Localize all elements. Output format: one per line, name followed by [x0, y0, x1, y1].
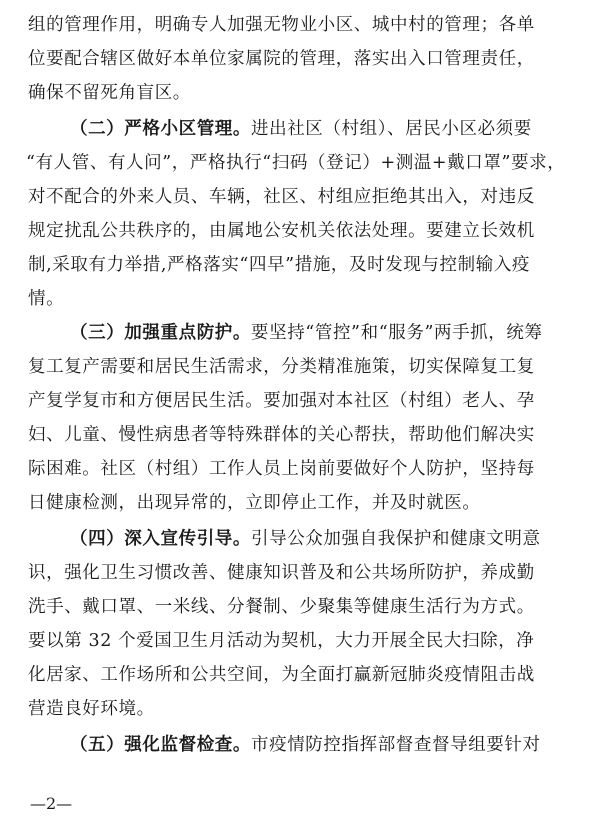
body-line: [26, 152, 597, 174]
body-text: 引导公众加强自我保护和健康文明意: [251, 529, 541, 549]
body-text: 要以第 32 个爱国卫生月活动为契机，大力开展全民大扫除，净: [28, 631, 535, 651]
body-line: [28, 458, 597, 480]
body-text: 识，强化卫生习惯改善、健康知识普及和公共场所防护，养成勤: [28, 563, 535, 583]
body-text: 对不配合的外来人员、车辆，社区、村组应拒绝其出入，对违反: [28, 187, 535, 207]
body-text: 日健康检测，出现异常的，立即停止工作，并及时就医。: [28, 493, 481, 513]
body-line: [28, 288, 597, 310]
section-line: [70, 528, 597, 550]
body-text: 制,采取有力举措,严格落实“四早”措施，及时发现与控制输入疫: [28, 255, 531, 275]
body-line: [28, 698, 597, 720]
body-text: 组的管理作用，明确专人加强无物业小区、城中村的管理；各单: [28, 15, 535, 35]
body-line: [28, 596, 597, 618]
body-text: 位要配合辖区做好本单位家属院的管理，落实出入口管理责任，: [28, 49, 535, 69]
body-line: [28, 492, 597, 514]
body-text: 要坚持“管控”和“服务”两手抓，统筹: [251, 323, 543, 343]
section-line: [70, 118, 597, 140]
body-line: [28, 186, 597, 208]
body-line: [28, 220, 597, 242]
section-heading: （五）强化监督检查。: [70, 735, 251, 755]
body-line: [28, 254, 597, 276]
section-heading: （二）严格小区管理。: [70, 119, 251, 139]
body-line: [28, 562, 597, 584]
body-text: 情。: [28, 289, 65, 309]
body-text: 确保不留死角盲区。: [28, 83, 191, 103]
body-line: [28, 356, 597, 378]
body-text: 妇、儿童、慢性病患者等特殊群体的关心帮扶，帮助他们解决实: [28, 425, 535, 445]
body-line: [28, 664, 597, 686]
section-line: [70, 322, 597, 344]
section-line: [70, 734, 597, 756]
body-text: 际困难。社区（村组）工作人员上岗前要做好个人防护，坚持每: [28, 459, 535, 479]
body-line: [28, 82, 597, 104]
body-line: [28, 424, 597, 446]
body-text: 化居家、工作场所和公共空间，为全面打赢新冠肺炎疫情阻击战: [28, 665, 535, 685]
body-text: 产复学复市和方便居民生活。要加强对本社区（村组）老人、孕: [28, 391, 535, 411]
body-line: [28, 390, 597, 412]
body-text: 进出社区（村组）、居民小区必须要: [251, 119, 532, 139]
body-line: [28, 630, 597, 652]
body-text: 复工复产需要和居民生活需求，分类精准施策，切实保障复工复: [28, 357, 535, 377]
body-line: [28, 14, 597, 36]
page-number: —2—: [30, 794, 73, 813]
body-text: 营造良好环境。: [28, 699, 155, 719]
body-text: 规定扰乱公共秩序的，由属地公安机关依法处理。要建立长效机: [28, 221, 535, 241]
body-text: 市疫情防控指挥部督查督导组要针对: [251, 735, 541, 755]
section-heading: （四）深入宣传引导。: [70, 529, 251, 549]
body-text: “有人管、有人问”，严格执行“扫码（登记）+测温+戴口罩”要求，: [26, 153, 566, 173]
body-line: [28, 48, 597, 70]
section-heading: （三）加强重点防护。: [70, 323, 251, 343]
body-text: 洗手、戴口罩、一米线、分餐制、少聚集等健康生活行为方式。: [28, 597, 535, 617]
